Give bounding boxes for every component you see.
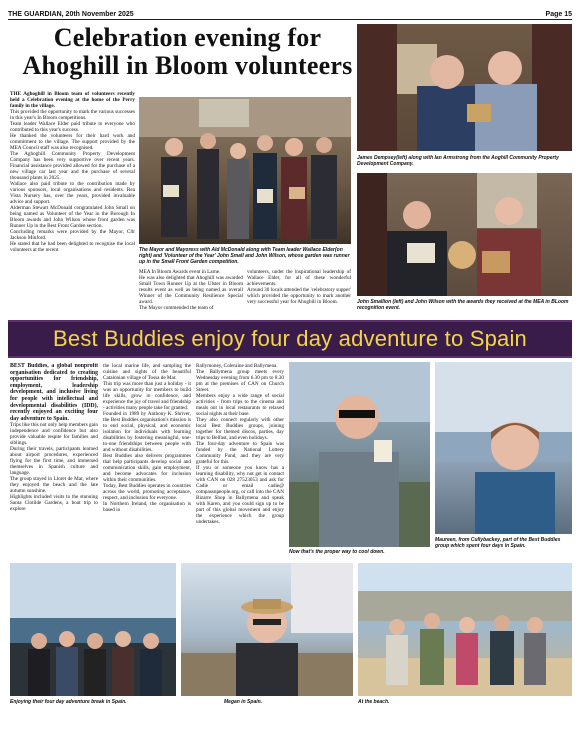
beach-photo [358, 563, 572, 696]
article1-paragraph: Team leader Wallace Elder paid tribute to everyone who contributed to this year's success. [10, 121, 135, 133]
cool-down-photo [289, 362, 430, 547]
article1-main-photo [139, 97, 351, 244]
megan-photo [181, 563, 353, 696]
article1-column-1 [10, 91, 135, 313]
article1-paragraph: Wallace also paid tribute to the contribution made by various sponsors, local organisations and residents. Rea Vista Nursery has, over the years, provided invaluable advice and support. [10, 181, 135, 205]
group-at-beach-illustration [358, 563, 572, 696]
article1-paragraph: This provided the opportunity to mark the various successes in this year's In Bloom competitions. [10, 109, 135, 121]
cool-down-caption: Now that's the proper way to cool down. [289, 549, 385, 555]
award-winners-photo-illustration [357, 173, 572, 296]
article2-paragraph: The group stayed in Lloret de Mar, where they enjoyed the beach and the late autumn sunshine. [10, 476, 98, 495]
article2-paragraph: In Northern Ireland, the organisation is based in [103, 501, 191, 513]
article2-paragraph: Ballymoney, Coleraine and Ballymena. [196, 363, 278, 369]
article2-paragraph: If you or someone you know has a learning disability, why not get in contact with CAN on 028 27523053 and ask for Cadie or email cadie@ compassnpeople.org, or call into the CAN Bizarre Shop in Ballymena and speak with Karen, and you could sign up to be part of this global movement and enjoy the experience which the group undertakes. [196, 465, 284, 525]
article1-paragraph: volunteers, under the inspirational leadership of Wallace Elder, for all of these wonderful achievements. [247, 269, 351, 287]
article2-paragraph: During their travels, participants learned about airport procedures, experienced flying for the first time, and immersed themselves in Spanish culture and language. [10, 446, 98, 477]
group-photo-illustration [139, 97, 351, 244]
two-men-photo-illustration [357, 24, 572, 151]
article1-paragraph: He thanked the volunteers for their hard work and commitment to the village. The support provided by the MEA Council staff was also recognised. [10, 133, 135, 151]
article1-paragraph: Concluding remarks were provided by the Mayor, Cllr Jackson Minford. [10, 229, 135, 241]
bottom-right-photo [357, 173, 572, 296]
article1-paragraph: Around 30 locals attended the 'celebratory supper' which provided the opportunity to mark another very successful year for Ahoghill in Bloom. [247, 287, 351, 305]
article2-column-3 [196, 363, 284, 555]
article2-paragraph: This trip was more than just a holiday - it was an opportunity for members to build life skills, grow in confidence, and experience the joy of travel and friendship - activities many people take for granted. [103, 381, 191, 411]
article2-paragraph: Trips like this not only help members gain independence and confidence but also provide valuable respite for families and siblings. [10, 422, 98, 447]
article2-paragraph: Today, Best Buddies operates in countries across the world, promoting acceptance, respect, and inclusion for everyone. [103, 483, 191, 501]
article1-paragraph: The Aghoghill Community Property Development Company has been very supportive over recent years. Financial assistance provided allowed for the purchase of a new village car last year and the purchase of several thousand plants in 2025. [10, 151, 135, 181]
article1-column-3 [247, 269, 351, 314]
article2-paragraph: They also connect regularly with other local Best Buddies groups, joining together for themed discos, parties, day trips to Belfast, and even holidays. [196, 417, 284, 441]
group-on-boat-illustration [10, 563, 176, 696]
article1-column-2 [139, 269, 243, 314]
bottom-right-caption: John Smallion (left) and John Wilson with the awards they received at the MEA in BLoom recognition event. [357, 299, 569, 311]
article1-paragraph: MEA In Bloom Awards event in Larne. [139, 269, 221, 275]
man-with-ice-cream-illustration [289, 362, 430, 547]
masthead-page-number: Page 15 [545, 11, 572, 18]
article2-column-2 [103, 363, 191, 555]
maureen-caption: Maureen, from Cullybackey, part of the Best Buddies group which spent four days in Spain. [435, 537, 561, 549]
article2-paragraph: the local marine life, and sampling the cuisine and sights of the beautiful Catalonian village of Tossa de Mar. [103, 363, 191, 381]
maureen-photo [435, 362, 572, 534]
article1-headline: Celebration evening for Ahoghill in Bloom volunteers [22, 23, 353, 80]
boat-trip-caption: Enjoying their four day adventure break in Spain. [10, 699, 127, 705]
article1-main-caption: The Mayor and Mayoress with Ald McDonald along with Team leader Wallace Elder(on right) and 'Volunteer of the Year' John Small and John Wilson, whose garden was runner up in the Small Front Garden competition. [139, 247, 350, 265]
woman-in-hat-illustration [181, 563, 353, 696]
article1-paragraph: He stated that he had been delighted to recognise the local volunteers at the recent [10, 241, 135, 253]
top-right-photo [357, 24, 572, 151]
article2-paragraph: Members enjoy a wide range of social activities - from trips to the cinema and meals out in local restaurants to relaxed social nights at their base. [196, 393, 284, 417]
article1-lead-paragraph: THE Aghoghill in Bloom team of volunteers recently held a Celebration evening at the home of the Perry family in the village. [10, 91, 135, 109]
article2-paragraph: The Ballymena group meets every Wednesday evening from 6.30 pm to 8.30 pm at the premises of CAN on Church Street. [196, 369, 284, 393]
masthead-publication-date: THE GUARDIAN, 20th November 2025 [8, 11, 134, 18]
article1-paragraph: Alderman Stewart McDonald congratulated John Small on being named as Volunteer of the Year in the Borough In Bloom awards and John Wilson whose front garden was Runner Up in the Best Front Garden section. [10, 205, 135, 229]
article2-paragraph: Highlights included visits to the stunning Santa Clotilde Gardens, a boat trip to explore [10, 494, 98, 513]
article2-lead-paragraph: BEST Buddies, a global nonprofit organisation dedicated to creating opportunities for friendship, employment, leadership development, and inclusive living for people with intellectual and developmental disabilities (IDD), recently enjoyed an exciting four day adventure to Spain. [10, 363, 98, 422]
megan-caption: Megan in Spain. [224, 699, 263, 705]
article2-paragraph: Founded in 1989 by Anthony K. Shriver, the Best Buddies organisation's mission is to end social, physical, and economic isolation for individuals with learning disabilities by fostering meaningful, one-to-one friendships between people with and without disabilities. [103, 411, 191, 453]
article2-paragraph: The four-day adventure to Spain was funded by the National Lottery Community Fund, and they are very grateful for this. [196, 441, 284, 465]
top-right-caption: James Dempsey(left) along with Ian Armstrong from the Aoghill Community Property Development Company. [357, 155, 559, 167]
article2-column-1 [10, 363, 98, 555]
beach-caption: At the beach. [358, 699, 390, 705]
article2-paragraph: Best Buddies also delivers programmes that help participants develop social and communication skills, gain employment, and become advocates for inclusion within their communities. [103, 453, 191, 483]
boat-trip-photo [10, 563, 176, 696]
article1-paragraph: The Mayor commended the team of [139, 305, 214, 311]
masthead-rule [8, 19, 572, 20]
article2-headline-banner [8, 320, 572, 358]
article2-headline: Best Buddies enjoy four day adventure to Spain [53, 326, 527, 351]
masthead [8, 4, 572, 18]
article1-paragraph: He was also delighted that Ahoghill was awarded Small Town Runner Up at the Ulster in Bloom results event as well as being named as overall Winner of the Community Resilience Special award. [139, 275, 243, 305]
woman-portrait-illustration [435, 362, 572, 534]
